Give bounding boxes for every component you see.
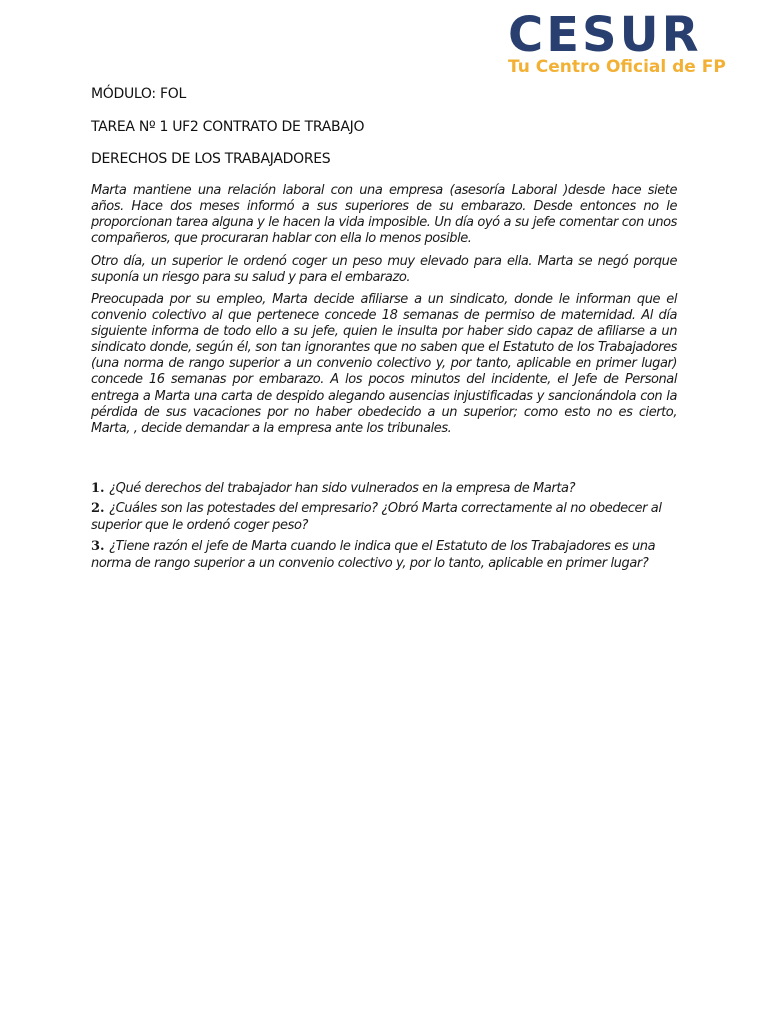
question-3 <box>91 539 677 572</box>
question-number: 2. <box>91 501 110 516</box>
case-paragraph-1: Marta mantiene una relación laboral con una empresa (asesoría Laboral )desde hace siete años. Hace dos meses informó a sus superiores de su embarazo. Desde entonces no le proporcionan tarea alguna y le hacen la vida imposible. Un día oyó a su jefe comentar con unos compañeros, que procuraran hablar con ella lo menos posible. <box>91 183 677 247</box>
question-number: 1. <box>91 481 110 496</box>
logo-name: CESUR <box>508 7 702 63</box>
cesur-logo <box>506 8 746 78</box>
question-1 <box>91 481 677 498</box>
question-number: 3. <box>91 539 110 554</box>
module-heading: MÓDULO: FOL <box>91 86 186 102</box>
question-text: ¿Tiene razón el jefe de Marta cuando le indica que el Estatuto de los Trabajadores es una norma de rango superior a un convenio colectivo y, por lo tanto, aplicable en primer lugar? <box>91 539 656 571</box>
logo-tagline: Tu Centro Oficial de FP <box>508 57 726 77</box>
case-paragraph-2: Otro día, un superior le ordenó coger un peso muy elevado para ella. Marta se negó porque suponía un riesgo para su salud y para el embarazo. <box>91 254 677 286</box>
topic-heading: DERECHOS DE LOS TRABAJADORES <box>91 151 331 167</box>
question-2 <box>91 501 677 534</box>
case-paragraph-3: Preocupada por su empleo, Marta decide afiliarse a un sindicato, donde le informan que el convenio colectivo al que pertenece concede 18 semanas de permiso de maternidad. Al día siguiente informa de todo ello a su jefe, quien le insulta por haber sido capaz de afiliarse a un sindicato donde, según él, son tan ignorantes que no saben que el Estatuto de los Trabajadores (una norma de rango superior a un convenio colectivo y, por tanto, aplicable en primer lugar) concede 16 semanas por embarazo. A los pocos minutos del incidente, el Jefe de Personal entrega a Marta una carta de despido alegando ausencias injustificadas y sancionándola con la pérdida de sus vacaciones por no haber obedecido a un superior; como esto no es cierto, Marta, , decide demandar a la empresa ante los tribunales. <box>91 292 677 436</box>
question-text: ¿Qué derechos del trabajador han sido vulnerados en la empresa de Marta? <box>109 481 576 496</box>
question-text: ¿Cuáles son las potestades del empresario? ¿Obró Marta correctamente al no obedecer al superior que le ordenó coger peso? <box>91 501 662 533</box>
task-heading: TAREA Nº 1 UF2 CONTRATO DE TRABAJO <box>91 119 365 135</box>
